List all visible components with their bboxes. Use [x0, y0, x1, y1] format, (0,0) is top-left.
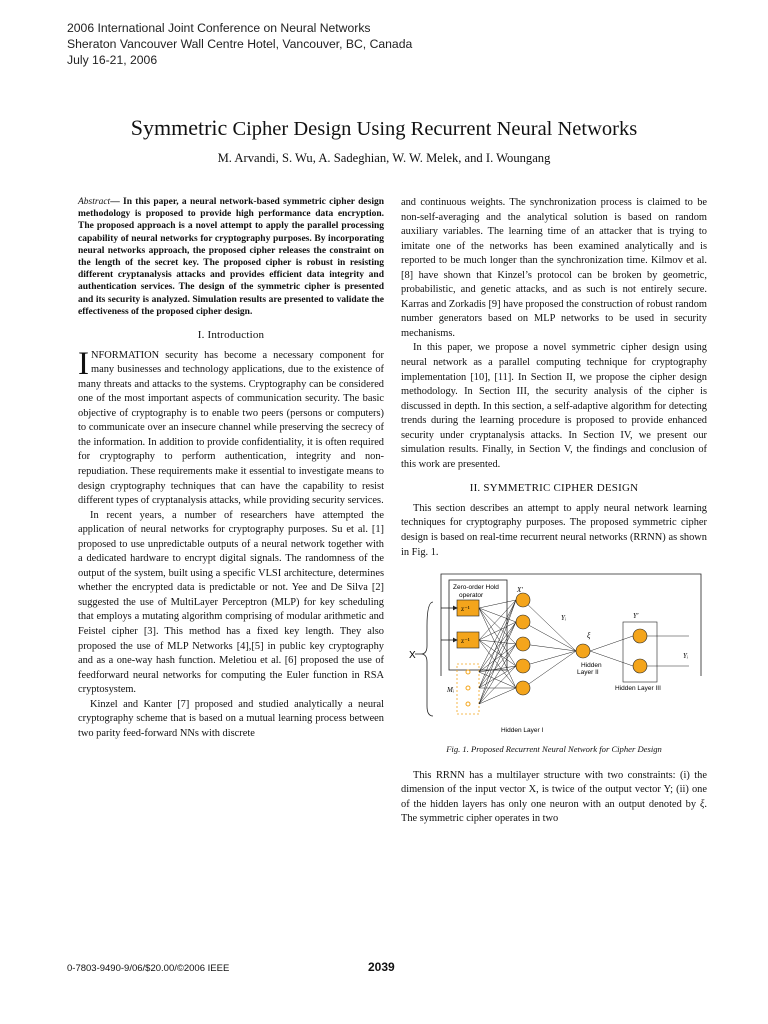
edge-in-h1	[479, 622, 516, 688]
edge-h1-h2	[523, 622, 576, 651]
hidden-layer-1-neuron	[516, 659, 530, 673]
section-heading-introduction: I. Introduction	[197, 329, 265, 342]
external-input-terminal	[466, 670, 470, 674]
edge-in-h1	[479, 608, 516, 666]
hidden-layer-1-neuron	[516, 681, 530, 695]
section2-paragraph-2-tail: . The symmetric cipher operates in two	[401, 798, 707, 825]
edge-h1-h2	[523, 651, 576, 666]
external-input-label: Mᵢ	[447, 686, 454, 695]
figure-1-rrnn-diagram	[401, 566, 707, 736]
edge-h1-h2	[523, 644, 576, 651]
zoh-label-2: operator	[459, 592, 484, 600]
input-x-label: X	[409, 650, 416, 662]
intro-paragraph-3: Kinzel and Kanter [7] proposed and studied analytically a neural cryptography scheme that is based on a mutual learning process between two parity feed-forward NNs with discrete	[78, 698, 384, 739]
abstract-text: — In this paper, a neural network-based symmetric cipher design methodology is proposed to provide high performance data encryption. The proposed approach is a novel attempt to apply the parallel processing capability of neural networks for cryptography purposes. By incorporating neural networks approach, the proposed cipher releases the constraint on the length of the secret key. The proposed cipher is robust in resisting different cryptanalysis attacks and provides efficient data integrity and authentication services. The design of the symmetric cipher is presented and its security is analyzed. Simulation results are presented to validate the effectiveness of the proposed cipher design.	[78, 197, 384, 317]
edge-in-h1	[479, 644, 516, 688]
edge-in-h1	[479, 688, 516, 704]
figure-caption: Fig. 1. Proposed Recurrent Neural Network for Cipher Design	[446, 744, 662, 755]
intro-paragraph-1-text: NFORMATION security has become a necessary component for many businesses and technology applications, due to the existence of many threats and attacks to the systems. Cryptography can be considered one of the most important aspects of communication security. The basic objective of cryptography is to enable two peers (persons or computers) to communicate over an insecure channel while preserving the secrecy of the information. In addition to provide confidentiality, it is often required for cryptography to perform authentication, integrity and non-repudiation. These requirements make it essential to investigate means to design cryptography techniques that can have the capability to resist different types of cryptanalysis attacks, while providing security services.	[78, 349, 384, 507]
xi-label: ξ	[587, 631, 591, 641]
edge-in-h1	[479, 666, 516, 704]
external-input-terminal	[466, 686, 470, 690]
delay-label-1: z⁻¹	[461, 605, 470, 614]
conference-dates: July 16-21, 2006	[67, 53, 158, 67]
drop-cap: I	[78, 345, 89, 382]
hidden-layer-1-neuron	[516, 593, 530, 607]
section2-paragraph-2	[401, 769, 707, 827]
external-input-terminal	[466, 702, 470, 706]
paper-authors: M. Arvandi, S. Wu, A. Sadeghian, W. W. Melek, and I. Woungang	[217, 151, 551, 165]
y-output-label: Yᵢ	[683, 652, 689, 661]
right-paragraph-2: In this paper, we propose a novel symmetric cipher design using neural network as a parallel computing technique for cryptography implementation [10], [11]. In Section II, we propose the cipher design methodology. In Section III, the security analysis of the cipher is discussed in depth. In this section, a self-adaptive algorithm for detecting trends during the learning procedure is proposed to provide enhanced security under cryptanalysis attacks. In Section IV, we present our simulation results. Finally, in Section V, the findings and conclusion of this work are presented.	[401, 342, 707, 470]
hidden-layer-2-label-2: Layer II	[577, 669, 599, 677]
intro-paragraph-2: In recent years, a number of researchers have attempted the application of neural networks for cryptography purposes. Su et al. [1] proposed to use unpredictable outputs of a neural network together with a dedicated hardware to encrypt digital signals. The randomness of the output of the system, built using a specific VLSI architecture, determines whether the encrypted data is predictable or not. Yee and De Silva [2] suggested the use of MultiLayer Perceptron (MLP) for key scheduling that employs a mutating algorithm comprising of modular arithmetic and Feistel cipher [3]. This method has a fixed key length. They also proposed the use of MLP Networks [4],[5] in public key cryptography and as a one-way hash function. Meletiou et al. [6] proposed the use of feedforward neural networks for computing the Euler function in RSA cryptosystem.	[78, 509, 384, 696]
edge-h1-h2	[523, 600, 576, 651]
edge-in-h1	[479, 600, 516, 608]
edge-in-h1	[479, 600, 516, 704]
xi-symbol: ξ	[699, 798, 705, 810]
yprime-label: Y′	[633, 612, 639, 621]
intro-paragraph-1	[78, 345, 384, 509]
rrnn-diagram-svg	[401, 566, 707, 736]
y-label: Yᵢ	[561, 614, 567, 623]
section2-paragraph-2-text: This RRNN has a multilayer structure with two constraints: (i) the dimension of the input vector X, is twice of the output vector Y; (ii) one of the hidden layers has only one neuron with an output denoted by	[401, 769, 707, 810]
section-heading-cipher-design: II. SYMMETRIC CIPHER DESIGN	[469, 482, 639, 495]
edge-h2-h3	[590, 636, 633, 651]
section2-paragraph-1: This section describes an attempt to apply neural network learning techniques for cryptography purposes. The proposed symmetric cipher design is based on real-time recurrent neural networks (RRNN) as shown in Fig. 1.	[401, 502, 707, 558]
right-paragraph-1: and continuous weights. The synchronization process is claimed to be non-self-averaging and the analytical solution is based on random auxiliary variables. The learning time of an attacker that is trying to imitate one of the networks has been examined analytically and is reported to be much longer than the synchronization time. Kilmov et al. [8] have shown that Kinzel’s protocol can be broken by geometric, probabilistic, and genetic attacks, and as such is not entirely secure. Karras and Zorkadis [9] have proposed the construction of robust random number generators based on MLP networks to be used in security mechanisms.	[401, 197, 707, 339]
delay-label-2: z⁻¹	[461, 637, 470, 646]
hidden-layer-3-neuron	[633, 659, 647, 673]
paper-title	[0, 114, 768, 143]
hidden-layer-1-neuron	[516, 637, 530, 651]
xprime-label: X′	[517, 586, 523, 595]
hidden-layer-1-neuron	[516, 615, 530, 629]
title-first-word: Symmetric	[130, 115, 228, 140]
conference-name: 2006 International Joint Conference on Neural Networks	[67, 21, 371, 35]
hidden-layer-3-neuron	[633, 629, 647, 643]
hidden-layer-2-neuron	[576, 644, 590, 658]
edge-in-h1	[479, 600, 516, 672]
title-rest: Cipher Design Using Recurrent Neural Networks	[227, 118, 638, 140]
zoh-label-1: Zero-order Hold	[453, 584, 499, 592]
conference-venue: Sheraton Vancouver Wall Centre Hotel, Vancouver, BC, Canada	[67, 37, 413, 51]
hidden-layer-2-label-1: Hidden	[581, 662, 602, 670]
copyright-line: 0-7803-9490-9/06/$20.00/©2006 IEEE	[67, 963, 230, 974]
hidden-layer-3-label: Hidden Layer III	[615, 685, 661, 693]
abstract	[78, 196, 384, 318]
conference-header	[67, 20, 412, 68]
left-column	[78, 196, 384, 741]
abstract-lead: Abstract	[78, 197, 111, 207]
right-column	[401, 196, 707, 827]
input-brace	[421, 602, 433, 716]
edge-in-h1	[479, 666, 516, 672]
edge-h1-h2	[523, 651, 576, 688]
page-number: 2039	[368, 960, 395, 974]
hidden-layer-1-label: Hidden Layer I	[501, 727, 544, 735]
